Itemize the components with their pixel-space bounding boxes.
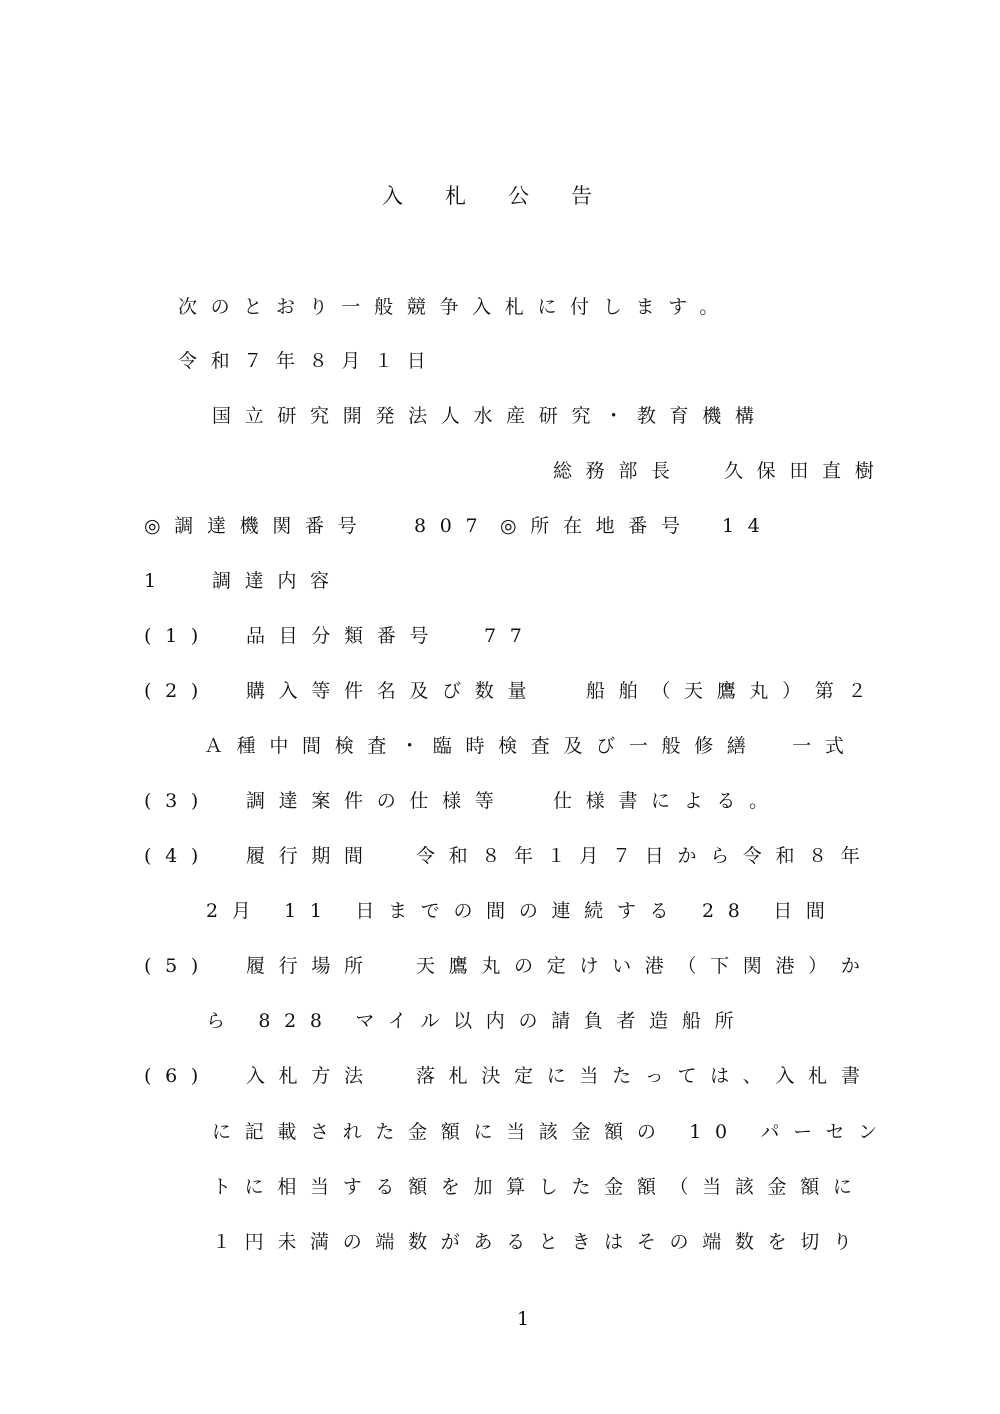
item-number: (2)	[144, 680, 212, 702]
procurement-agency-label: ◎調達機関番号	[144, 515, 371, 537]
item-value: 船舶（天鷹丸）第２	[586, 680, 881, 702]
item-label: 品目分類番号	[246, 625, 443, 647]
item-value: 落札決定に当たっては、入札書	[416, 1065, 874, 1087]
item-number: (3)	[144, 790, 212, 812]
item-number: (5)	[144, 955, 212, 977]
location-number: 14	[722, 515, 774, 537]
item-label: 購入等件名及び数量	[246, 680, 541, 702]
procurement-agency-number: 807	[414, 515, 492, 537]
item-number: (1)	[144, 625, 212, 647]
item-value: 天鷹丸の定けい港（下関港）か	[416, 955, 874, 977]
item-value: 令和８年１月７日から令和８年	[416, 845, 874, 867]
intro-text: 次のとおり一般競争入札に付します。	[178, 296, 733, 318]
item-continuation: Ａ種中間検査・臨時検査及び一般修繕 一式	[204, 735, 858, 757]
item-label: 履行場所	[246, 955, 377, 977]
item-continuation: に記載された金額に当該金額の 10 パーセン	[212, 1121, 891, 1143]
item-label: 調達案件の仕様等	[246, 790, 508, 812]
item-number: (4)	[144, 845, 212, 867]
item-continuation: １円未満の端数があるときはその端数を切り	[212, 1231, 866, 1253]
official-name: 久保田直樹	[724, 460, 888, 482]
location-label: ◎所在地番号	[500, 515, 694, 537]
item-continuation: トに相当する額を加算した金額（当該金額に	[212, 1176, 866, 1198]
official-title: 総務部長	[553, 460, 684, 482]
item-continuation: ら 828 マイル以内の請負者造船所	[206, 1010, 748, 1032]
item-number: (6)	[144, 1065, 212, 1087]
section-number: 1	[144, 570, 157, 592]
item-value: 77	[484, 625, 536, 647]
item-value: 仕様書による。	[553, 790, 782, 812]
page-number: 1	[517, 1308, 530, 1330]
organization-name: 国立研究開発法人水産研究・教育機構	[212, 405, 768, 427]
section-title: 調達内容	[212, 570, 343, 592]
notice-date: 令和７年８月１日	[178, 350, 440, 372]
item-label: 履行期間	[246, 845, 377, 867]
document-title: 入札公告	[382, 184, 634, 208]
item-label: 入札方法	[246, 1065, 377, 1087]
item-continuation: 2月 11 日までの間の連続する 28 日間	[206, 900, 839, 922]
